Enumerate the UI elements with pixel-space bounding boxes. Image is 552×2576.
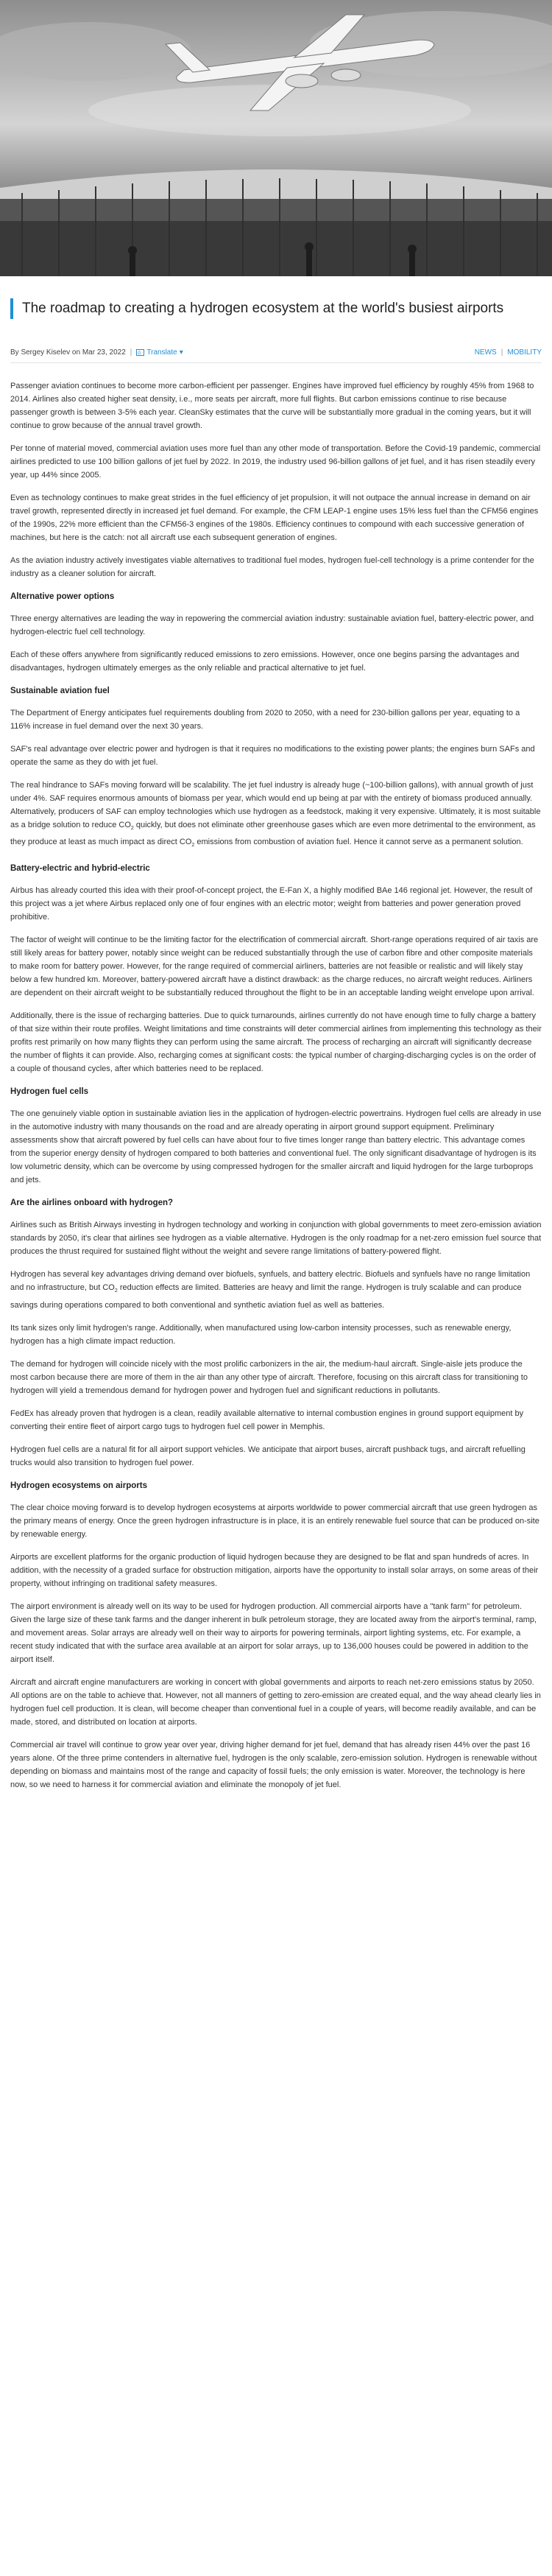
paragraph: Airlines such as British Airways investing in hydrogen technology and working in conjunction with global governments to meet zero-emission aviation standards by 2050, it's clear that airlines see hydrogen as a viable alternative. Hydrogen is the only roadmap for a net-zero emission fuel source that produces the thrust required for sustained flight without the weight and severe range limitations of battery-powered flight.: [10, 1221, 542, 1257]
paragraph: The Department of Energy anticipates fuel requirements doubling from 2020 to 2050, with a need for 230-billion gallons per year, equating to a 116% increase in fuel demand over the next 30 years.: [10, 709, 520, 731]
paragraph: Airbus has already courted this idea with their proof-of-concept project, the E-Fan X, a highly modified BAe 146 regional jet. However, the result of this project was a jet where Airbus replaced only one of four engines with an electric motor; weight from batteries and power generation proved prohibitive.: [10, 886, 533, 922]
text-run: emissions from combustion of aviation fuel. Hence it cannot serve as a permanent solution.: [194, 838, 523, 847]
article-body: [10, 379, 542, 1791]
paragraph: The demand for hydrogen will coincide nicely with the most prolific carbonizers in the air, the medium-haul aircraft. Single-aisle jets produce the most carbon because there are more of them in the air than any other type of aircraft. Therefore, focusing on this aircraft class for transitioning to hydrogen will yield a tremendous demand for hydrogen power and hydrogen fuel and significant reductions in pollutants.: [10, 1359, 528, 1395]
paragraph: Even as technology continues to make great strides in the fuel efficiency of jet propulsion, it will not outpace the annual increase in demand on air travel growth, represented directly in increased jet fuel demand. For example, the CFM LEAP-1 engine uses 15% less fuel than the CFM56 engines of the 1990s, 22% more efficient than the CFM56-3 engines of the 1980s. Efficiency continues to compound with each successive generation of machines, but here is the catch: not all aircraft use each subsequent generation of engines.: [10, 494, 539, 542]
svg-text:G: G: [138, 351, 142, 356]
subscript: 2: [114, 1288, 118, 1294]
meta-separator: |: [130, 348, 132, 357]
chevron-down-icon: ▾: [179, 348, 183, 357]
airplane-photo-icon: [0, 0, 552, 276]
paragraph: Its tank sizes only limit hydrogen's range. Additionally, when manufactured using low-carbon intensity processes, such as renewable energy, hydrogen has a high climate impact reduction.: [10, 1323, 512, 1346]
text-run: reduction effects are limited. Batteries are heavy and limit the range. Hydrogen is truly scalable and can produce savings during operations compared to both conventional and synthetic aviation fuel as well as batteries.: [10, 1283, 522, 1310]
translate-label: Translate: [146, 348, 177, 357]
title-block: [10, 298, 542, 319]
section-heading: Battery-electric and hybrid-electric: [10, 864, 150, 874]
tag-news[interactable]: NEWS: [474, 348, 497, 357]
hero-image: [0, 0, 552, 276]
tag-mobility[interactable]: MOBILITY: [507, 348, 542, 357]
paragraph: Aircraft and aircraft engine manufacturers are working in concert with global governments and airports to reach net-zero emissions status by 2050. All options are on the table to achieve that. However, not all manners of getting to zero-emission are created equal, and the way ahead clearly lies in hydrogen fuel cell production. It is clean, will become cheaper than conventional fuel in a couple of years, will become readily available, and can be made, stored, and distributed on location at airports.: [10, 1677, 541, 1727]
paragraph: Additionally, there is the issue of recharging batteries. Due to quick turnarounds, airlines currently do not have enough time to fully charge a battery of that size within their route profiles. Weight limitations and time constraints will deter commercial airlines from implementing this technology as their profits rest primarily on how many flights they can perform using the same aircraft. The process of recharging an aircraft will significantly decrease the number of flights it can provide. Also, recharging comes at significant costs: the typical number of charging-discharging cycles is on the order of a couple of thousand cycles, after which batteries need to be replaced.: [10, 1011, 542, 1074]
article: [0, 298, 552, 1791]
tag-separator: |: [500, 348, 503, 357]
paragraph: FedEx has already proven that hydrogen is a clean, readily available alternative to internal combustion engines in ground support equipment by converting their entire fleet of airport cargo tugs to hydrogen fuel cell power in Memphis.: [10, 1408, 524, 1431]
paragraph: The clear choice moving forward is to develop hydrogen ecosystems at airports worldwide to power commercial aircraft that use green hydrogen as the primary means of energy. Once the green hydrogen infrastructure is in place, it is an entirely renewable fuel source that can be produced on-site by renewable energy.: [10, 1503, 539, 1539]
paragraph: Passenger aviation continues to become more carbon-efficient per passenger. Engines have improved fuel efficiency by roughly 45% from 1968 to 2014. Airlines also created higher seat density, i.e., more seats per aircraft, more full flights. But carbon emissions continue to rise because passenger growth is between 3-5% each year. CleanSky estimates that the curve will be substantially more gradual in the coming years, but it will continue to grow because of the annual travel growth.: [10, 382, 534, 430]
section-heading: Hydrogen ecosystems on airports: [10, 1481, 147, 1490]
paragraph: Three energy alternatives are leading the way in repowering the commercial aviation industry: sustainable aviation fuel, battery-electric power, and hydrogen-electric fuel cell technology.: [10, 614, 534, 636]
paragraph: [10, 1268, 542, 1311]
subscript: 2: [191, 843, 195, 849]
subscript: 2: [130, 826, 134, 832]
paragraph: Per tonne of material moved, commercial aviation uses more fuel than any other mode of transportation. Before the Covid-19 pandemic, commercial airlines predicted to use 100 billion gallons of jet fuel by 2022. In 2019, the industry used 96-billion gallons of jet fuel, and it has risen steadily every year, up 44% since 2005.: [10, 444, 541, 480]
translate-icon: [136, 349, 144, 356]
translate-button[interactable]: [136, 348, 183, 357]
paragraph: The one genuinely viable option in sustainable aviation lies in the application of hydrogen-electric powertrains. Hydrogen fuel cells are already in use in the automotive industry with many thousands on the road and are already operating in airport ground support equipment. Preliminary assessments show that aircraft powered by fuel cells can have about four to five times longer range than battery electric. This advantage comes from the superior energy density of hydrogen compared to both batteries and conventional fuel. The only significant disadvantage of hydrogen is its low volumetric density, which can be overcome by using compressed hydrogen for the smaller aircraft and liquid hydrogen for the large turboprops and jets.: [10, 1109, 542, 1185]
section-heading: Sustainable aviation fuel: [10, 687, 110, 695]
paragraph: Hydrogen fuel cells are a natural fit for all airport support vehicles. We anticipate that airport buses, aircraft pushback tugs, and aircraft refuelling trucks would also transition to hydrogen fuel power.: [10, 1445, 526, 1467]
section-heading: Alternative power options: [10, 592, 115, 601]
paragraph: Each of these offers anywhere from significantly reduced emissions to zero emissions. However, once one begins parsing the advantages and disadvantages, hydrogen ultimately emerges as the only reliable and practical alternative to jet fuel.: [10, 650, 520, 673]
byline: By Sergey Kiselev on Mar 23, 2022: [10, 348, 126, 357]
section-heading: Are the airlines onboard with hydrogen?: [10, 1198, 174, 1208]
article-meta: [10, 348, 542, 363]
paragraph: The airport environment is already well on its way to be used for hydrogen production. All commercial airports have a "tank farm" for petroleum. Given the large size of these tank farms and the danger inherent in bulk petroleum storage, they are located away from the airport's terminal, ramp, and movement areas. Solar arrays are already well on their way to airports for powering terminals, airport lighting systems, etc. For example, a recent study indicated that with the surface area available at an airport for solar arrays, up to 136,000 houses could be powered in addition to the airport itself.: [10, 1601, 537, 1664]
section-heading: Hydrogen fuel cells: [10, 1087, 89, 1097]
page-title: The roadmap to creating a hydrogen ecosystem at the world's busiest airports: [22, 301, 504, 316]
paragraph: As the aviation industry actively investigates viable alternatives to traditional fuel modes, hydrogen fuel-cell technology is a prime contender for the industry as a cleaner solution for aircraft.: [10, 556, 534, 578]
paragraph: Airports are excellent platforms for the organic production of liquid hydrogen because they are designed to be flat and span hundreds of acres. In addition, with the necessity of a graded surface for obstruction mitigation, airports have the opportunity to install solar arrays, on some areas of their property, without infringing on traditional safety measures.: [10, 1552, 539, 1588]
paragraph: SAF's real advantage over electric power and hydrogen is that it requires no modifications to the existing power plants; the engines burn SAFs and operate the same as they do with jet fuel.: [10, 745, 535, 767]
paragraph: The factor of weight will continue to be the limiting factor for the electrification of commercial aircraft. Short-range operations required of air taxis are still likely areas for battery power, notably since weight can be reduced substantially through the use of carbon fibre and other composite materials to make room for battery power. However, for the range required of commercial airliners, batteries are not feasible or realistic and will likely stay below a few hundred km. Moreover, battery-powered aircraft have a distinct drawback: as the charge reduces, no aircraft weight reduces. Airliners are dependent on their aircraft weight to be substantially reduced throughout the flight to be in an acceptable landing weight envelope upon arrival.: [10, 936, 539, 998]
paragraph: [10, 779, 542, 852]
text-run: The real hindrance to SAFs moving forward will be scalability. The jet fuel industry is already huge (~100-billion gallons), with annual growth of just under 4%. SAF requires enormous amounts of biomass per year, which would end up being at par with the entirety of biomass produced annually. Alternatively, producers of SAF can employ technologies which use hydrogen as a feedstock, making it very expensive. Ultimately, it is most suitable as a bridge solution to reduce CO: [10, 781, 541, 829]
text-run: Hydrogen has several key advantages driving demand over biofuels, synfuels, and battery electric. Biofuels and synfuels have no range limitation and no infrastructure, but CO: [10, 1270, 531, 1293]
paragraph: Commercial air travel will continue to grow year over year, driving higher demand for jet fuel, demand that has already risen 44% over the past 16 years alone. Of the three prime contenders in alternative fuel, hydrogen is the only scalable, zero-emission solution. Hydrogen is renewable without depending on biomass and maintains most of the range and capacity of fossil fuels; the only emission is water. Moreover, the technology is here now, so we need to harness it for commercial aviation and eliminate the monopoly of jet fuel.: [10, 1740, 537, 1789]
text-run: quickly, but does not eliminate other greenhouse gases which are even more detrimental to the environment, as they produce at least as much impact as direct CO: [10, 821, 536, 847]
